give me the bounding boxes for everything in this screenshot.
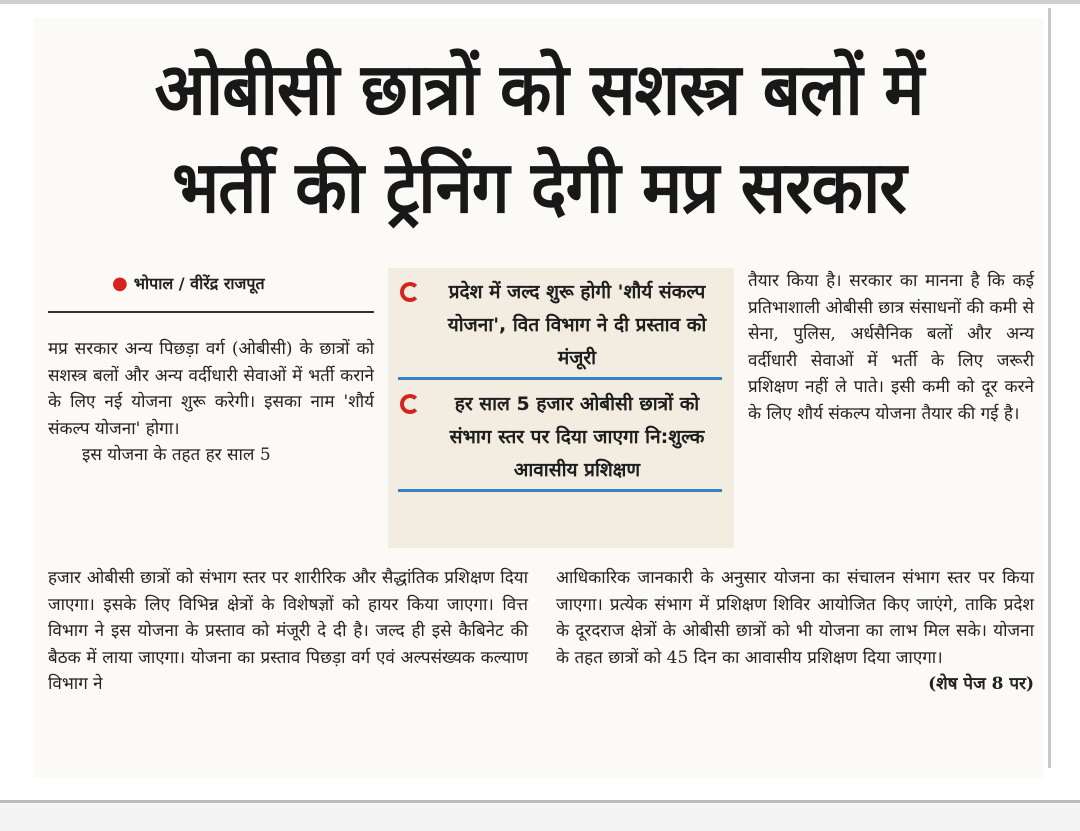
byline [112,272,265,294]
article-paragraph-1: मप्र सरकार अन्य पिछड़ा वर्ग (ओबीसी) के छात्रों को सशस्त्र बलों और अन्य वर्दीधारी सेवाओं में भर्ती कराने के लिए नई योजना शुरू करेगी। इसका नाम 'शौर्य संकल्प योजना' होगा। [48,339,374,439]
article-paragraph-2-continued: हजार ओबीसी छात्रों को संभाग स्तर पर शारीरिक और सैद्धांतिक प्रशिक्षण दिया जाएगा। इसके लिए विभिन्न क्षेत्रों के विशेषज्ञों को हायर किया जाएगा। वित्त विभाग ने इस योजना के प्रस्ताव को मंजूरी दे दी है। जल्द ही इसे कैबिनेट की बैठक में लाया जाएगा। योजना का प्रस्ताव पिछड़ा वर्ग एवं अल्पसंख्यक कल्याण विभाग ने [48,568,528,695]
arrow-bullet-icon [400,282,420,302]
article-paragraph-2-start: इस योजना के तहत हर साल 5 [82,445,271,466]
article-paragraph-3: तैयार किया है। सरकार का मानना है कि कई प्रतिभाशाली ओबीसी छात्र संसाधनों की कमी से सेना, पुलिस, अर्धसैनिक बलों और अन्य वर्दीधारी सेवाओं में भर्ती के लिए जरूरी प्रशिक्षण नहीं ले पाते। इसी कमी को दूर करने के लिए शौर्य संकल्प योजना तैयार की गई है। [748,271,1034,424]
right-border [1048,8,1051,768]
byline-text: भोपाल / वीरेंद्र राजपूत [133,274,265,293]
top-border [0,0,1080,4]
highlights-box [388,268,734,548]
highlight-item [398,276,722,380]
article-column-bottom-left [48,565,528,698]
article-paragraph-4-text: आधिकारिक जानकारी के अनुसार योजना का संचालन संभाग स्तर पर किया जाएगा। प्रत्येक संभाग में प्रशिक्षण शिविर आयोजित किए जाएंगे, ताकि प्रदेश के दूरदराज क्षेत्रों के ओबीसी छात्रों को भी योजना का लाभ मिल सके। योजना के तहत छात्रों को 45 दिन का आवासीय प्रशिक्षण दिया जाएगा। [556,568,1034,668]
bullet-dot-icon: ● [112,273,128,294]
highlight-text: हर साल 5 हजार ओबीसी छात्रों को संभाग स्तर पर दिया जाएगा नि:शुल्क आवासीय प्रशिक्षण [449,393,705,481]
continued-on-page-8: (शेष पेज 8 पर) [928,674,1034,695]
article-column-left [48,336,374,469]
highlight-text: प्रदेश में जल्द शुरू होगी 'शौर्य संकल्प योजना', वित विभाग ने दी प्रस्ताव को मंजूरी [447,281,707,369]
headline-line-1: ओबीसी छात्रों को सशस्त्र बलों में [154,47,924,131]
bottom-border [0,800,1080,831]
article-column-right [748,268,1034,428]
article-column-bottom-right [556,565,1034,698]
article-paragraph-4 [556,565,1034,695]
byline-divider [48,311,374,313]
arrow-bullet-icon [400,394,420,414]
highlight-item [398,388,722,492]
headline [34,40,1044,236]
headline-line-2: भर्ती की ट्रेनिंग देगी मप्र सरकार [172,145,906,229]
